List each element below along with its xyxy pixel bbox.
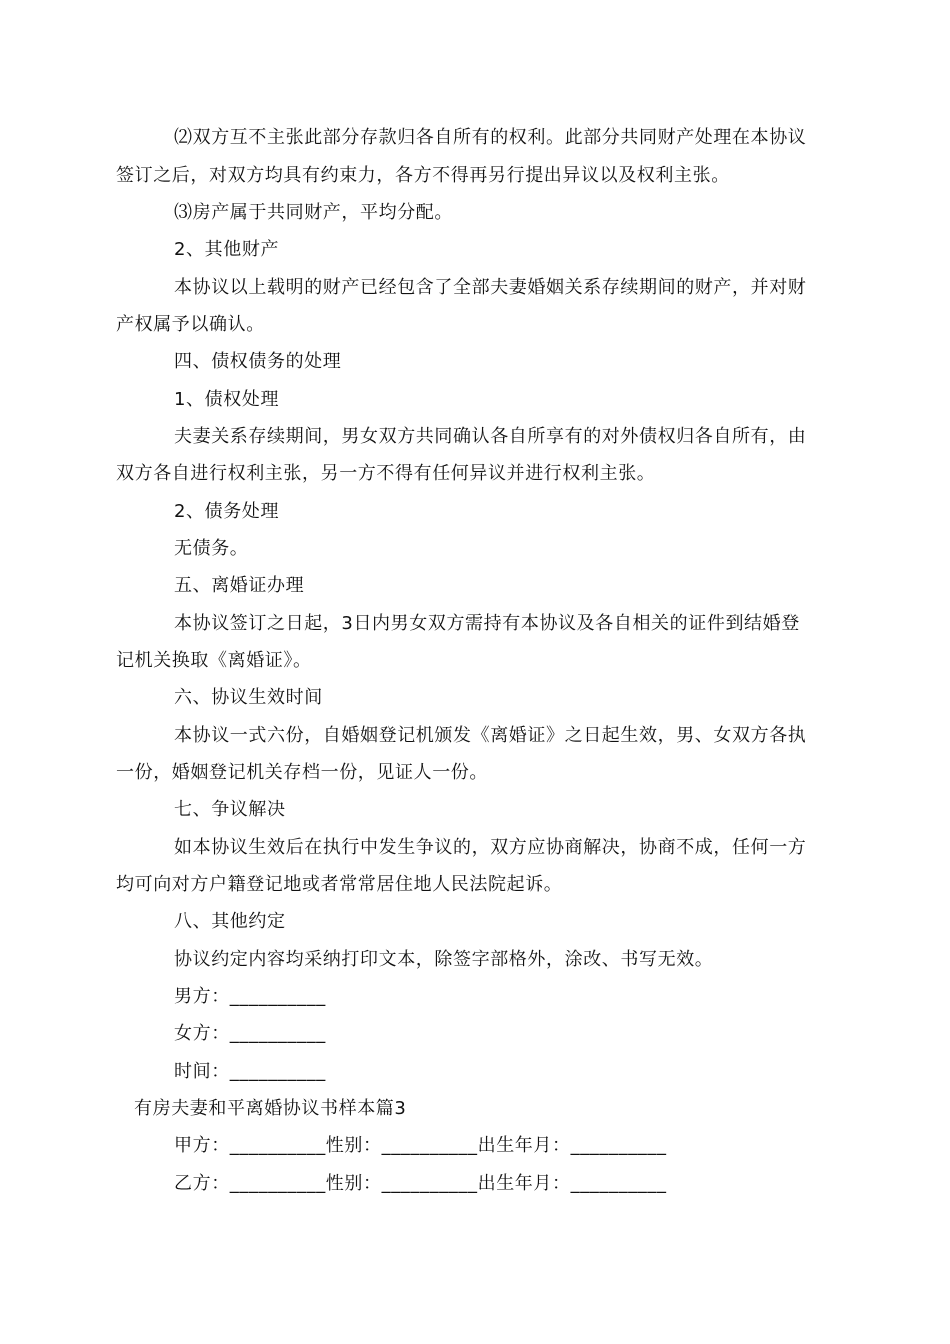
paragraph-line: 一份，婚姻登记机关存档一份，见证人一份。 (116, 762, 488, 783)
paragraph-line: 协议约定内容均采纳打印文本，除签字部格外，涂改、书写无效。 (174, 949, 714, 970)
paragraph-line: 本协议以上载明的财产已经包含了全部夫妻婚姻关系存续期间的财产，并对财 (174, 277, 807, 298)
paragraph-line: 双方各自进行权利主张，另一方不得有任何异议并进行权利主张。 (116, 463, 656, 484)
party-a-field: 甲方：__________性别：__________出生年月：__________ (174, 1135, 667, 1156)
section-heading: 2、债务处理 (174, 501, 280, 522)
signature-field-female: 女方：__________ (174, 1023, 326, 1044)
date-field: 时间：__________ (174, 1061, 326, 1082)
paragraph-line: 如本协议生效后在执行中发生争议的，双方应协商解决，协商不成，任何一方 (174, 837, 807, 858)
paragraph-line: 夫妻关系存续期间，男女双方共同确认各自所享有的对外债权归各自所有，由 (174, 426, 807, 447)
section-heading: 1、债权处理 (174, 389, 280, 410)
section-heading: 五、离婚证办理 (174, 575, 305, 596)
paragraph-line: 产权属予以确认。 (116, 314, 265, 335)
paragraph-line: 签订之后，对双方均具有约束力，各方不得再另行提出异议以及权利主张。 (116, 165, 730, 186)
paragraph-line: 记机关换取《离婚证》。 (116, 650, 312, 671)
paragraph-line: 本协议一式六份，自婚姻登记机颁发《离婚证》之日起生效，男、女双方各执 (174, 725, 807, 746)
party-b-field: 乙方：__________性别：__________出生年月：__________ (174, 1173, 667, 1194)
section-heading: 七、争议解决 (174, 799, 286, 820)
paragraph-line: 本协议签订之日起，3日内男女双方需持有本协议及各自相关的证件到结婚登 (174, 613, 800, 634)
section-heading: 八、其他约定 (174, 911, 286, 932)
article-title: 有房夫妻和平离婚协议书样本篇3 (134, 1098, 407, 1119)
paragraph-line: 均可向对方户籍登记地或者常常居住地人民法院起诉。 (116, 874, 563, 895)
section-heading: 六、协议生效时间 (174, 687, 323, 708)
paragraph-line: ⑵双方互不主张此部分存款归各自所有的权利。此部分共同财产处理在本协议 (174, 127, 807, 148)
section-heading: 2、其他财产 (174, 239, 280, 260)
paragraph-line: 无债务。 (174, 538, 249, 559)
signature-field-male: 男方：__________ (174, 986, 326, 1007)
section-heading: 四、债权债务的处理 (174, 351, 342, 372)
paragraph-line: ⑶房产属于共同财产，平均分配。 (174, 202, 453, 223)
